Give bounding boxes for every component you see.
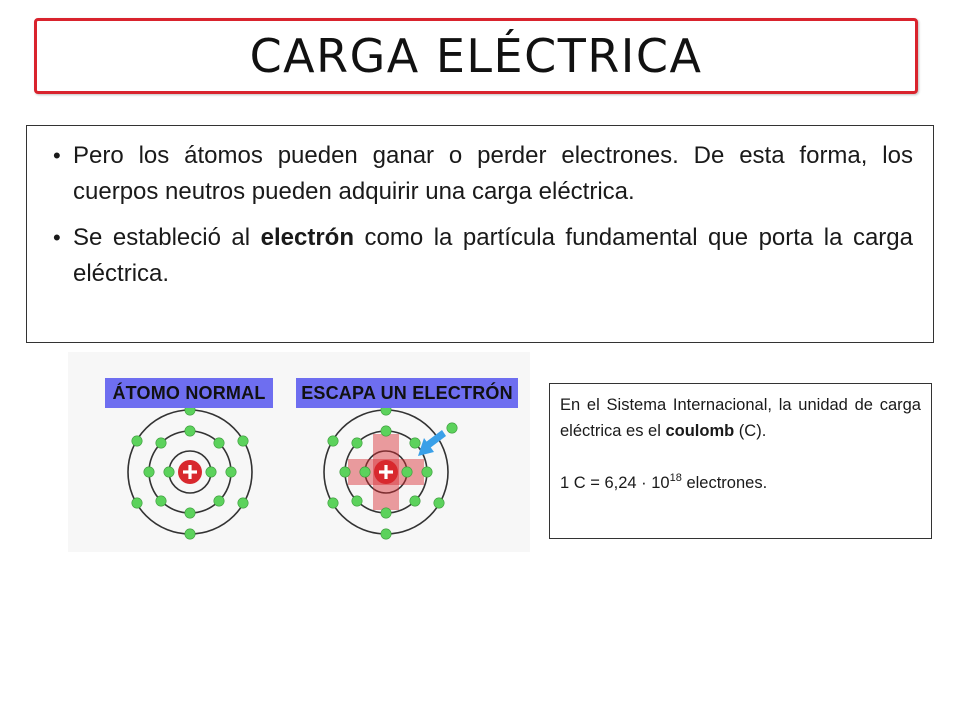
bullet-item-2	[53, 220, 913, 292]
info-paragraph-2	[560, 470, 921, 496]
normal-atom	[128, 405, 252, 539]
bullet-1-text: Pero los átomos pueden ganar o perder electrones. De esta forma, los cuerpos neutros pueden adquirir una carga eléctrica.	[73, 142, 913, 205]
slide-title: CARGA ELÉCTRICA	[249, 29, 703, 83]
bullet-item-1	[53, 138, 913, 210]
info-p1-bold: coulomb	[665, 422, 735, 440]
escaping-electron	[418, 423, 457, 456]
label-escaping-electron: ESCAPA UN ELECTRÓN	[296, 378, 518, 408]
info-box	[549, 383, 932, 539]
title-box	[34, 18, 918, 94]
content-box	[26, 125, 934, 343]
info-p2-text: 1 C = 6,24 · 10	[560, 474, 670, 492]
bullet-2-after: como la partícula fundamental que porta la carga eléctrica.	[73, 224, 913, 287]
plus-v-2	[384, 465, 387, 479]
plus-v	[188, 465, 191, 479]
info-paragraph-1	[560, 392, 921, 444]
atom-figure	[68, 352, 530, 552]
label-normal-atom: ÁTOMO NORMAL	[105, 378, 273, 408]
info-p1-after: (C).	[734, 422, 767, 440]
ionized-atom	[324, 405, 457, 539]
info-p2-exponent: 18	[669, 472, 682, 484]
bullet-2-bold: electrón	[260, 224, 354, 251]
bullet-2-before: Se estableció al	[73, 224, 261, 251]
bullet-list	[53, 138, 913, 292]
info-p2-after: electrones.	[681, 474, 768, 492]
info-p1-text: En el Sistema Internacional, la unidad de carga eléctrica es el	[560, 396, 921, 440]
